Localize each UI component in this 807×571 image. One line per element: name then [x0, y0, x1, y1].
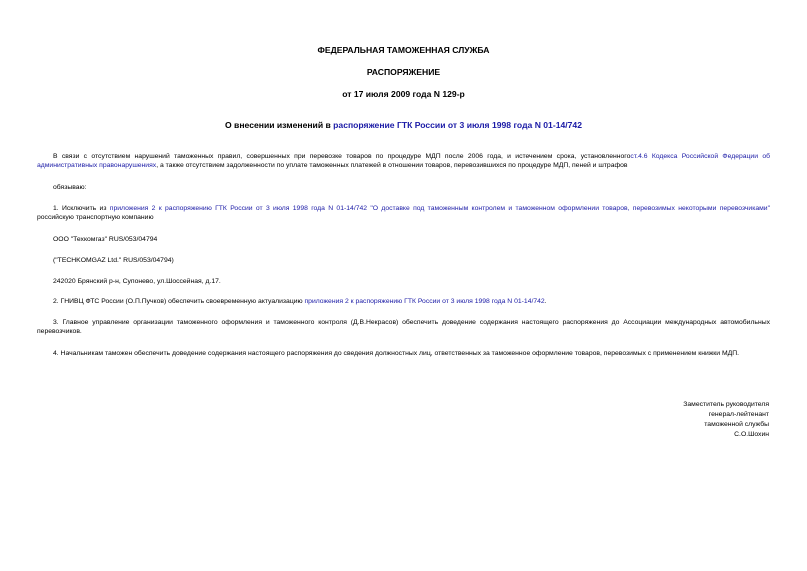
paragraph-item-3: 3. Главное управление организации таможенного оформления и таможенного контроля (Д.В.Некрасов) обеспечить доведение содержания настоящего распоряжения до Ассоциации международных автомобильных перевозчиков. [37, 319, 770, 335]
company-address-line: 242020 Брянский р-н, Супонево, ул.Шоссейная, д.17. [53, 278, 221, 285]
document-title-prefix: О внесении изменений в [224, 120, 334, 130]
preamble-text-2: , а также отсутствием задолженности по уплате таможенных платежей в отношении товаров, перевозившихся по процедуре МДП, пеней и штрафов [156, 162, 628, 169]
item-1-annex-link[interactable]: приложения 2 к распоряжению ГТК России от 3 июля 1998 года N 01-14/742 "О доставке под таможенным контролем и таможенном оформлении товаров, перевозимых некоторыми перевозчиками" [109, 205, 770, 212]
signature-service-line: таможенной службы [704, 421, 769, 428]
item-2-text-2: . [544, 298, 547, 305]
paragraph-item-2 [37, 297, 770, 306]
paragraph-preamble [37, 152, 770, 170]
company-latin-name-line: ("TECHKOMGAZ Ltd." RUS/053/04794) [53, 257, 174, 264]
agency-heading: ФЕДЕРАЛЬНАЯ ТАМОЖЕННАЯ СЛУЖБА [317, 45, 490, 55]
document-title-link[interactable]: распоряжение ГТК России от 3 июля 1998 года N 01-14/742 [333, 120, 582, 130]
item-2-annex-link[interactable]: приложения 2 к распоряжению ГТК России от 3 июля 1998 года N 01-14/742 [304, 298, 545, 305]
company-name-line: ООО "Техкомгаз" RUS/053/04794 [53, 236, 158, 243]
signature-title-line: Заместитель руководителя [683, 401, 769, 408]
paragraph-item-4: 4. Начальникам таможен обеспечить доведение содержания настоящего распоряжения до сведения должностных лиц, ответственных за таможенное оформление товаров, перевозимых с применением книжки МДП. [53, 350, 739, 357]
preamble-text-1: В связи с отсутствием нарушений таможенных правил, совершенных при перевозке товаров по процедуре МДП после 2006 года, и истечением срока, установленного [53, 153, 631, 160]
signature-name-line: С.О.Шохин [734, 431, 769, 438]
document-type-heading: РАСПОРЯЖЕНИЕ [366, 67, 441, 77]
obliges-line: обязываю: [53, 184, 87, 191]
item-1-text-2: российскую транспортную компанию [37, 214, 154, 221]
item-2-text-1: 2. ГНИВЦ ФТС России (О.П.Пучков) обеспечить своевременную актуализацию [53, 298, 305, 305]
document-date-number: от 17 июля 2009 года N 129-р [342, 89, 465, 99]
document-title [0, 121, 807, 130]
item-1-text-1: 1. Исключить из [53, 205, 110, 212]
signature-rank-line: генерал-лейтенант [708, 411, 769, 418]
paragraph-item-1 [37, 204, 770, 222]
preamble-code-link[interactable]: ст.4.6 Кодекса Российской Федерации об административных правонарушениях [37, 153, 770, 169]
